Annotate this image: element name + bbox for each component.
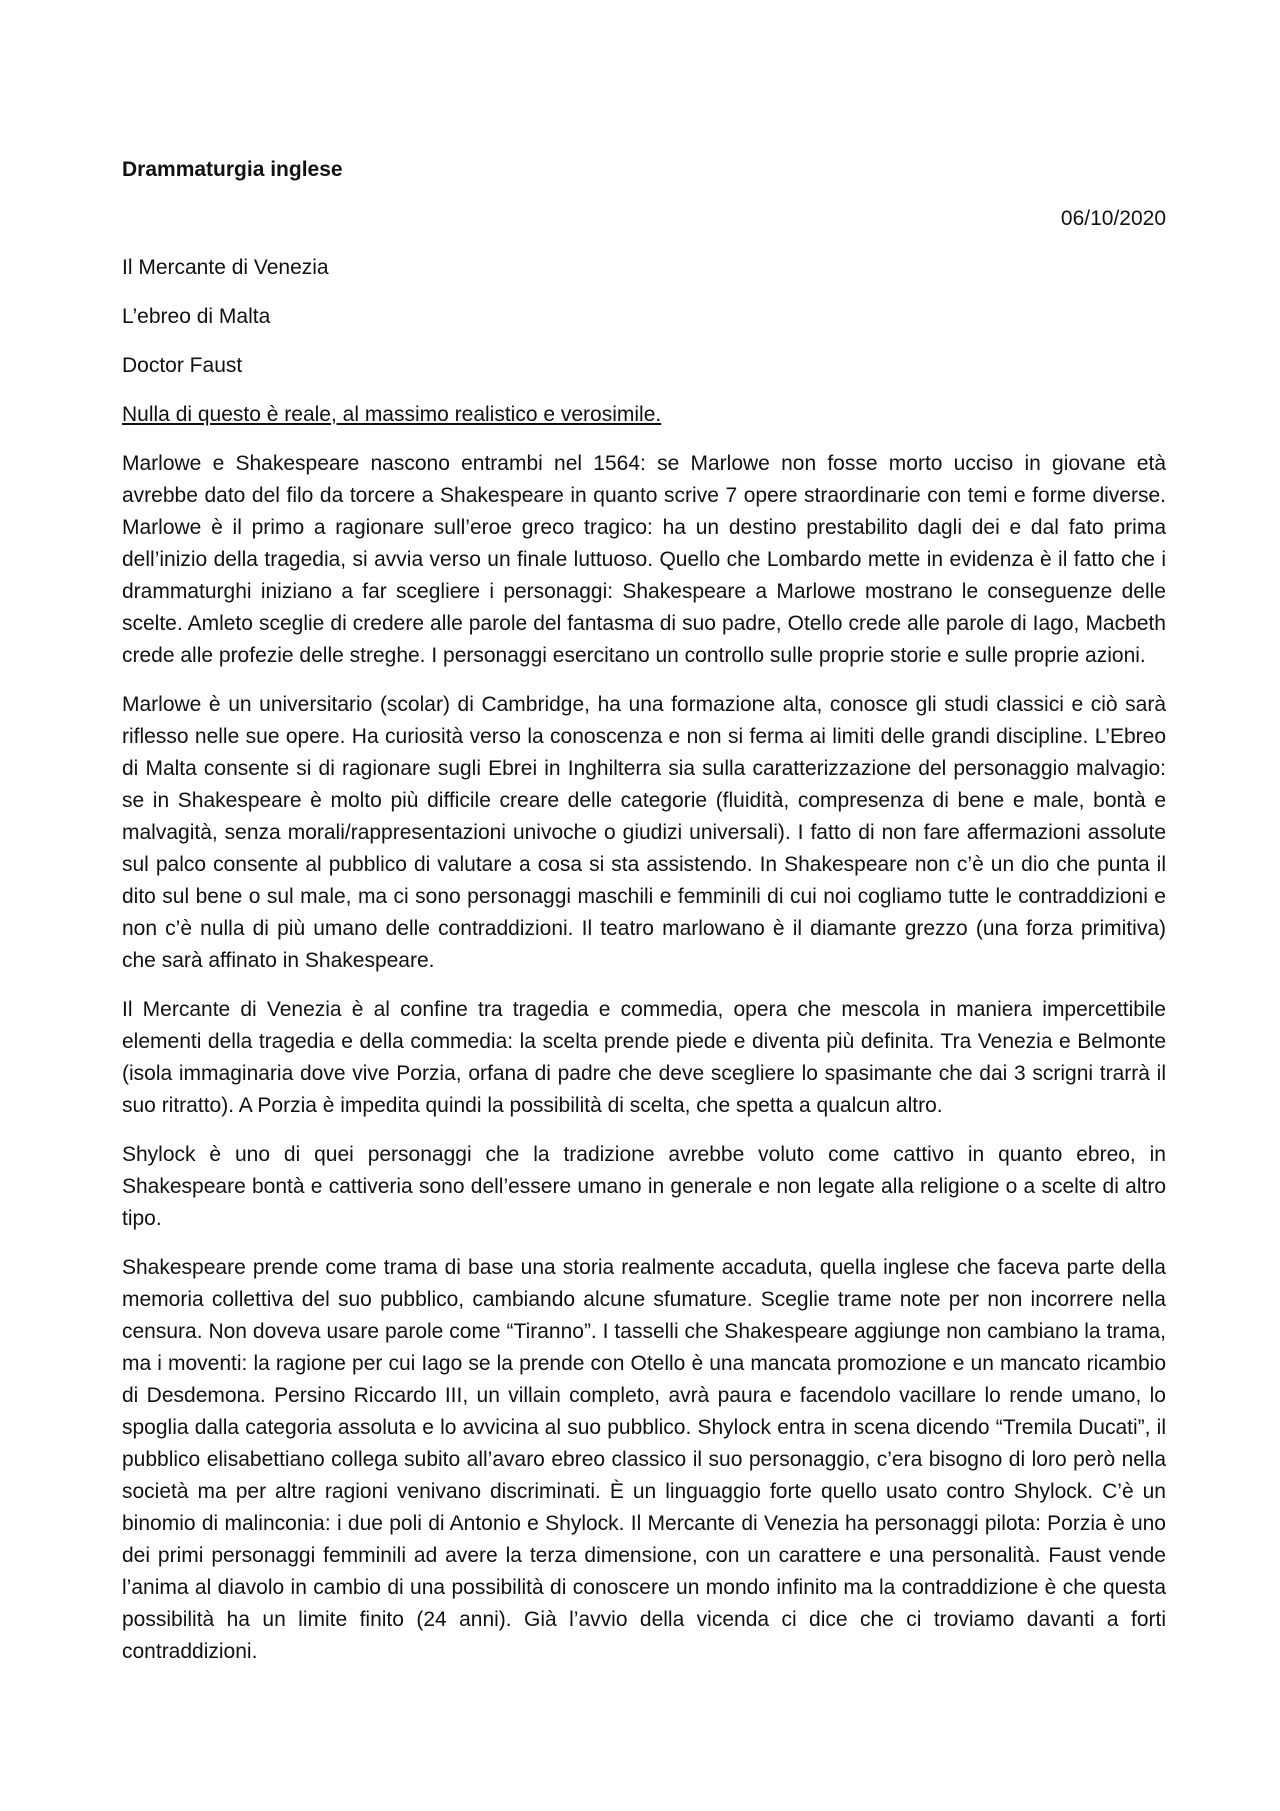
work-title: Il Mercante di Venezia bbox=[122, 256, 329, 279]
paragraph: Shakespeare prende come trama di base una storia realmente accaduta, quella inglese che faceva parte della memoria collettiva del suo pubblico, cambiando alcune sfumature. Sceglie trame note per non incorrere nella censura. Non doveva usare parole come “Tiranno”. I tasselli che Shakespeare aggiunge non cambiano la trama, ma i moventi: la ragione per cui Iago se la prende con Otello è una mancata promozione e un mancato ricambio di Desdemona. Persino Riccardo III, un villain completo, avrà paura e facendolo vacillare lo rende umano, lo spoglia dalla categoria assoluta e lo avvicina al suo pubblico. Shylock entra in scena dicendo “Tremila Ducati”, il pubblico elisabettiano collega subito all’avaro ebreo classico il suo personaggio, c’era bisogno di loro però nella società ma per altre ragioni venivano discriminati. È un linguaggio forte quello usato contro Shylock. C’è un binomio di malinconia: i due poli di Antonio e Shylock. Il Mercante di Venezia ha personaggi pilota: Porzia è uno dei primi personaggi femminili ad avere la terza dimensione, con un carattere e una personalità. Faust vende l’anima al diavolo in cambio di una possibilità di conoscere un mondo infinito ma la contraddizione è che questa possibilità ha un limite finito (24 anni). Già l’avvio della vicenda ci dice che ci troviamo davanti a forti contraddizioni. bbox=[122, 1256, 1166, 1663]
document-subtitle: Nulla di questo è reale, al massimo realistico e verosimile. bbox=[122, 403, 662, 426]
work-title: Doctor Faust bbox=[122, 354, 243, 377]
document-page bbox=[122, 154, 1166, 1685]
document-title: Drammaturgia inglese bbox=[122, 158, 343, 181]
document-date: 06/10/2020 bbox=[1060, 207, 1166, 230]
work-title: L’ebreo di Malta bbox=[122, 305, 271, 328]
paragraph: Marlowe è un universitario (scolar) di Cambridge, ha una formazione alta, conosce gli studi classici e ciò sarà riflesso nelle sue opere. Ha curiosità verso la conoscenza e non si ferma ai limiti delle grandi discipline. L’Ebreo di Malta consente si di ragionare sugli Ebrei in Inghilterra sia sulla caratterizzazione del personaggio malvagio: se in Shakespeare è molto più difficile creare delle categorie (fluidità, compresenza di bene e male, bontà e malvagità, senza morali/rappresentazioni univoche o giudizi universali). I fatto di non fare affermazioni assolute sul palco consente al pubblico di valutare a cosa si sta assistendo. In Shakespeare non c’è un dio che punta il dito sul bene o sul male, ma ci sono personaggi maschili e femminili di cui noi cogliamo tutte le contraddizioni e non c’è nulla di più umano delle contraddizioni. Il teatro marlowano è il diamante grezzo (una forza primitiva) che sarà affinato in Shakespeare. bbox=[122, 693, 1166, 972]
paragraph: Shylock è uno di quei personaggi che la tradizione avrebbe voluto come cattivo in quanto ebreo, in Shakespeare bontà e cattiveria sono dell’essere umano in generale e non legate alla religione o a scelte di altro tipo. bbox=[122, 1143, 1166, 1230]
paragraph: Marlowe e Shakespeare nascono entrambi nel 1564: se Marlowe non fosse morto ucciso in giovane età avrebbe dato del filo da torcere a Shakespeare in quanto scrive 7 opere straordinarie con temi e forme diverse. Marlowe è il primo a ragionare sull’eroe greco tragico: ha un destino prestabilito dagli dei e dal fato prima dell’inizio della tragedia, si avvia verso un finale luttuoso. Quello che Lombardo mette in evidenza è il fatto che i drammaturghi iniziano a far scegliere i personaggi: Shakespeare a Marlowe mostrano le conseguenze delle scelte. Amleto sceglie di credere alle parole del fantasma di suo padre, Otello crede alle parole di Iago, Macbeth crede alle profezie delle streghe. I personaggi esercitano un controllo sulle proprie storie e sulle proprie azioni. bbox=[122, 452, 1166, 667]
paragraph: Il Mercante di Venezia è al confine tra tragedia e commedia, opera che mescola in maniera impercettibile elementi della tragedia e della commedia: la scelta prende piede e diventa più definita. Tra Venezia e Belmonte (isola immaginaria dove vive Porzia, orfana di padre che deve scegliere lo spasimante che dai 3 scrigni trarrà il suo ritratto). A Porzia è impedita quindi la possibilità di scelta, che spetta a qualcun altro. bbox=[122, 998, 1166, 1117]
